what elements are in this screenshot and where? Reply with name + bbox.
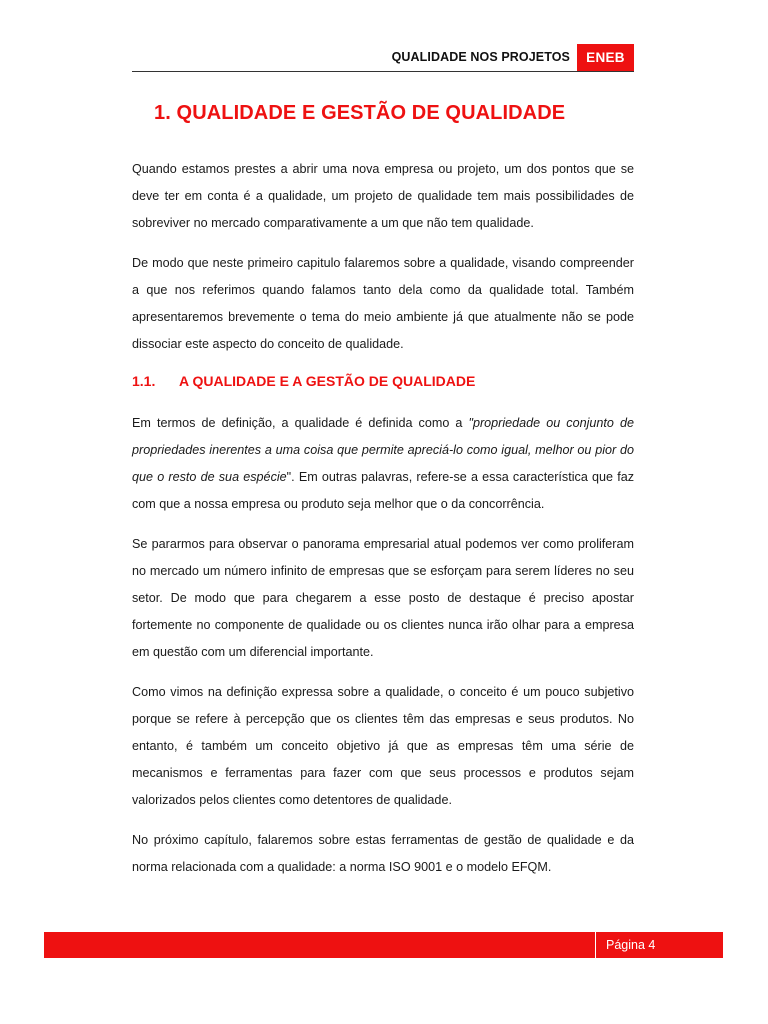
paragraph: De modo que neste primeiro capitulo falaremos sobre a qualidade, visando compreender a que nos referimos quando falamos tanto dela como da qualidade total. Também apresentaremos brevemente o tema do meio ambiente já que atualmente não se pode dissociar este aspecto do conceito de qualidade. [132,256,634,351]
paragraph: No próximo capítulo, falaremos sobre estas ferramentas de gestão de qualidade e da norma relacionada com a qualidade: a norma ISO 9001 e o modelo EFQM. [132,832,634,874]
section-number: 1.1. [132,373,156,389]
chapter-title: 1. QUALIDADE E GESTÃO DE QUALIDADE [154,102,566,124]
header-badge: ENEB [577,44,634,71]
section-heading [132,372,634,392]
footer-divider [595,932,596,958]
definition-paragraph [132,410,634,518]
page-header [132,44,634,72]
document-body [132,100,634,894]
paragraph: Como vimos na definição expressa sobre a qualidade, o conceito é um pouco subjetivo porque se refere à percepção que os clientes têm das empresas e seus produtos. No entanto, é também um conceito objetivo já que as empresas têm uma série de mecanismos e ferramentas para fazer com que seus processos e produtos sejam valorizados pelos clientes como detentores de qualidade. [132,684,634,807]
header-title: QUALIDADE NOS PROJETOS [391,50,570,64]
section-title: A QUALIDADE E A GESTÃO DE QUALIDADE [179,373,476,389]
paragraph: Quando estamos prestes a abrir uma nova empresa ou projeto, um dos pontos que se deve ter em conta é a qualidade, um projeto de qualidade tem mais possibilidades de sobreviver no mercado comparativamente a um que não tem qualidade. [132,162,634,230]
definition-quote: "propriedade ou conjunto de propriedades inerentes a uma coisa que permite apreciá-lo como igual, melhor ou pior do que o resto de sua espécie [132,415,634,484]
paragraph: Se pararmos para observar o panorama empresarial atual podemos ver como proliferam no mercado um número infinito de empresas que se esforçam para serem líderes no seu setor. De modo que para chegarem a esse posto de destaque é preciso apostar fortemente no componente de qualidade ou os clientes nunca irão olhar para a empresa em questão com um diferencial importante. [132,536,634,659]
definition-intro: Em termos de definição, a qualidade é definida como a [132,415,469,430]
page-number: Página 4 [606,938,656,952]
definition-rest: ". Em outras palavras, refere-se a essa característica que faz com que a nossa empresa ou produto seja melhor que o da concorrência. [132,469,634,511]
page-footer [44,932,723,958]
